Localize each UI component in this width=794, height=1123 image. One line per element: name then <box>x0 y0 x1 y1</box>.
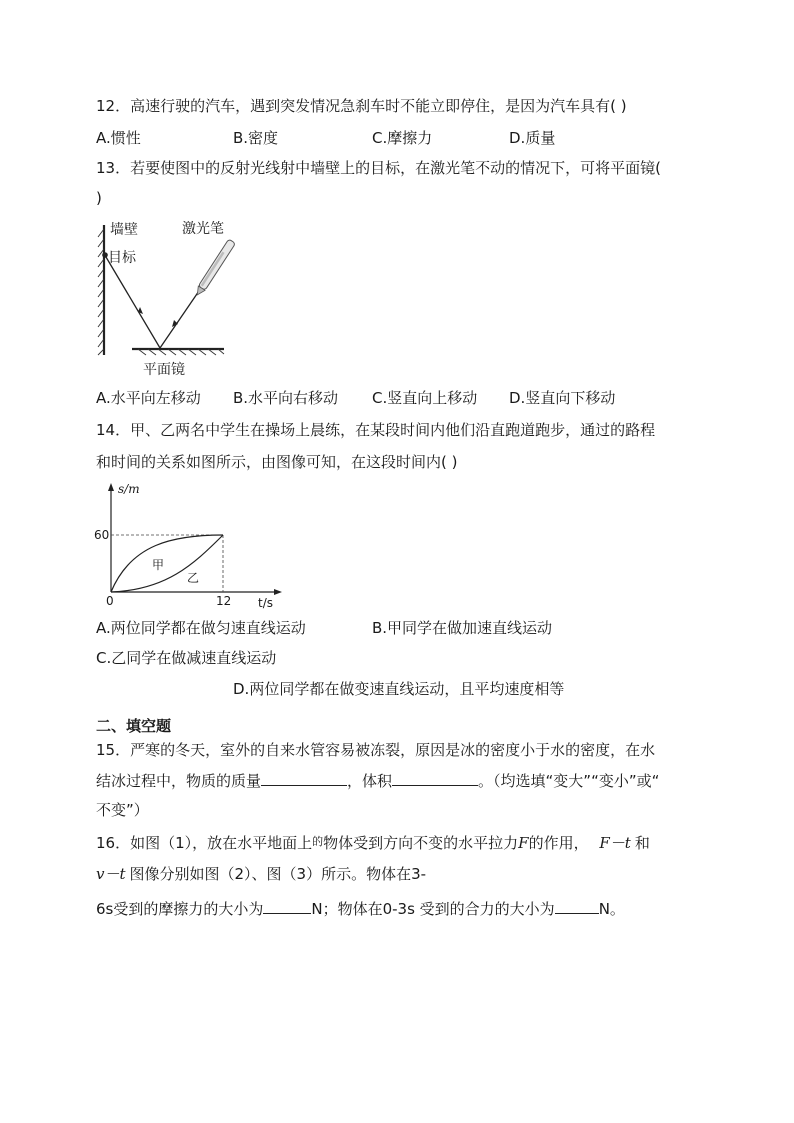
section-title: 二、填空题 <box>96 717 172 735</box>
q16-line2 <box>96 864 426 884</box>
reflected-ray <box>106 257 160 348</box>
q15-line2-text-a: 结冰过程中，物质的质量 <box>96 772 262 790</box>
q13-option-d: D.竖直向下移动 <box>509 389 616 407</box>
q16-symbol-f-t: F－t <box>599 834 631 852</box>
q12-option-d: D.质量 <box>509 129 556 147</box>
q16-line1-text-e: 和 <box>634 834 650 852</box>
q16-line3 <box>96 898 625 919</box>
curve-jia-label: 甲 <box>152 558 165 572</box>
q15-line2-text-b: ，体积 <box>347 772 393 790</box>
q13-option-b: B.水平向右移动 <box>233 389 339 407</box>
q14-option-d: D.两位同学都在做变速直线运动，且平均速度相等 <box>233 680 565 698</box>
y-axis-arrow <box>108 483 114 491</box>
q13-option-a: A.水平向左移动 <box>96 389 201 407</box>
q14-stem-line1: 14．甲、乙两名中学生在操场上晨练，在某段时间内他们沿直跑道跑步，通过的路程 <box>96 421 656 439</box>
q16-blank-friction[interactable] <box>263 898 311 914</box>
q15-line2-text-c: 。（均选填“变大”“变小”或“ <box>478 772 660 790</box>
curve-yi-label: 乙 <box>187 571 200 585</box>
y-tick-60: 60 <box>94 528 110 542</box>
x-tick-12: 12 <box>216 594 232 608</box>
q16-line2-text-a: 图像分别如图（2）、图（3）所示。物体在3- <box>129 865 427 883</box>
q15-line2 <box>96 770 659 791</box>
incident-ray <box>160 288 201 348</box>
q15-line3: 不变”） <box>96 801 149 819</box>
q16-line3-text-a: 6s受到的摩擦力的大小为 <box>96 900 264 918</box>
curve-jia <box>111 535 223 592</box>
q15-blank-mass[interactable] <box>261 770 347 786</box>
q16-blank-net-force[interactable] <box>555 898 599 914</box>
q16-line3-text-b: N；物体在0-3s 受到的合力的大小为 <box>311 900 555 918</box>
q16-line3-text-c: N。 <box>598 900 625 918</box>
q16-line1-text-b: 的 <box>312 835 324 848</box>
q14-option-c: C.乙同学在做减速直线运动 <box>96 649 277 667</box>
mirror-label: 平面镜 <box>143 362 185 378</box>
q16-symbol-v-t: v－t <box>96 865 126 883</box>
q12-stem: 12．高速行驶的汽车，遇到突发情况急刹车时不能立即停住，是因为汽车具有( ) <box>96 97 627 115</box>
target-dot <box>102 252 108 258</box>
origin-label: 0 <box>106 594 114 608</box>
q14-option-b: B.甲同学在做加速直线运动 <box>372 619 553 637</box>
q16-line1-text-c: 物体受到方向不变的水平拉力 <box>323 834 519 852</box>
q15-blank-volume[interactable] <box>392 770 478 786</box>
q15-line1: 15．严寒的冬天，室外的自来水管容易被冻裂，原因是冰的密度小于水的密度，在水 <box>96 741 656 759</box>
q13-reflection-figure <box>96 215 236 385</box>
q13-stem-line2: ) <box>96 189 102 207</box>
q14-stem-line2: 和时间的关系如图所示，由图像可知，在这段时间内( ) <box>96 453 458 471</box>
q16-line1-text-a: 16．如图（1），放在水平地面上 <box>96 834 313 852</box>
y-axis-label: s/m <box>118 482 140 496</box>
q16-line1 <box>96 832 650 853</box>
curve-yi <box>111 535 223 592</box>
q12-option-c: C.摩擦力 <box>372 129 433 147</box>
q12-option-a: A.惯性 <box>96 129 141 147</box>
laser-pen-icon <box>194 239 236 297</box>
q13-option-c: C.竖直向上移动 <box>372 389 478 407</box>
x-axis-label: t/s <box>258 596 273 610</box>
wall-label: 墙壁 <box>110 222 138 238</box>
q16-line1-text-d: 的作用， <box>528 834 589 852</box>
q13-stem-line1: 13．若要使图中的反射光线射中墙壁上的目标，在激光笔不动的情况下，可将平面镜( <box>96 159 661 177</box>
x-axis-arrow <box>274 589 282 595</box>
q14-distance-time-chart <box>92 478 292 614</box>
target-label: 目标 <box>108 250 136 266</box>
q16-symbol-f: F <box>518 834 529 852</box>
q12-option-b: B.密度 <box>233 129 279 147</box>
laser-label: 激光笔 <box>182 221 224 237</box>
q14-option-a: A.两位同学都在做匀速直线运动 <box>96 619 306 637</box>
